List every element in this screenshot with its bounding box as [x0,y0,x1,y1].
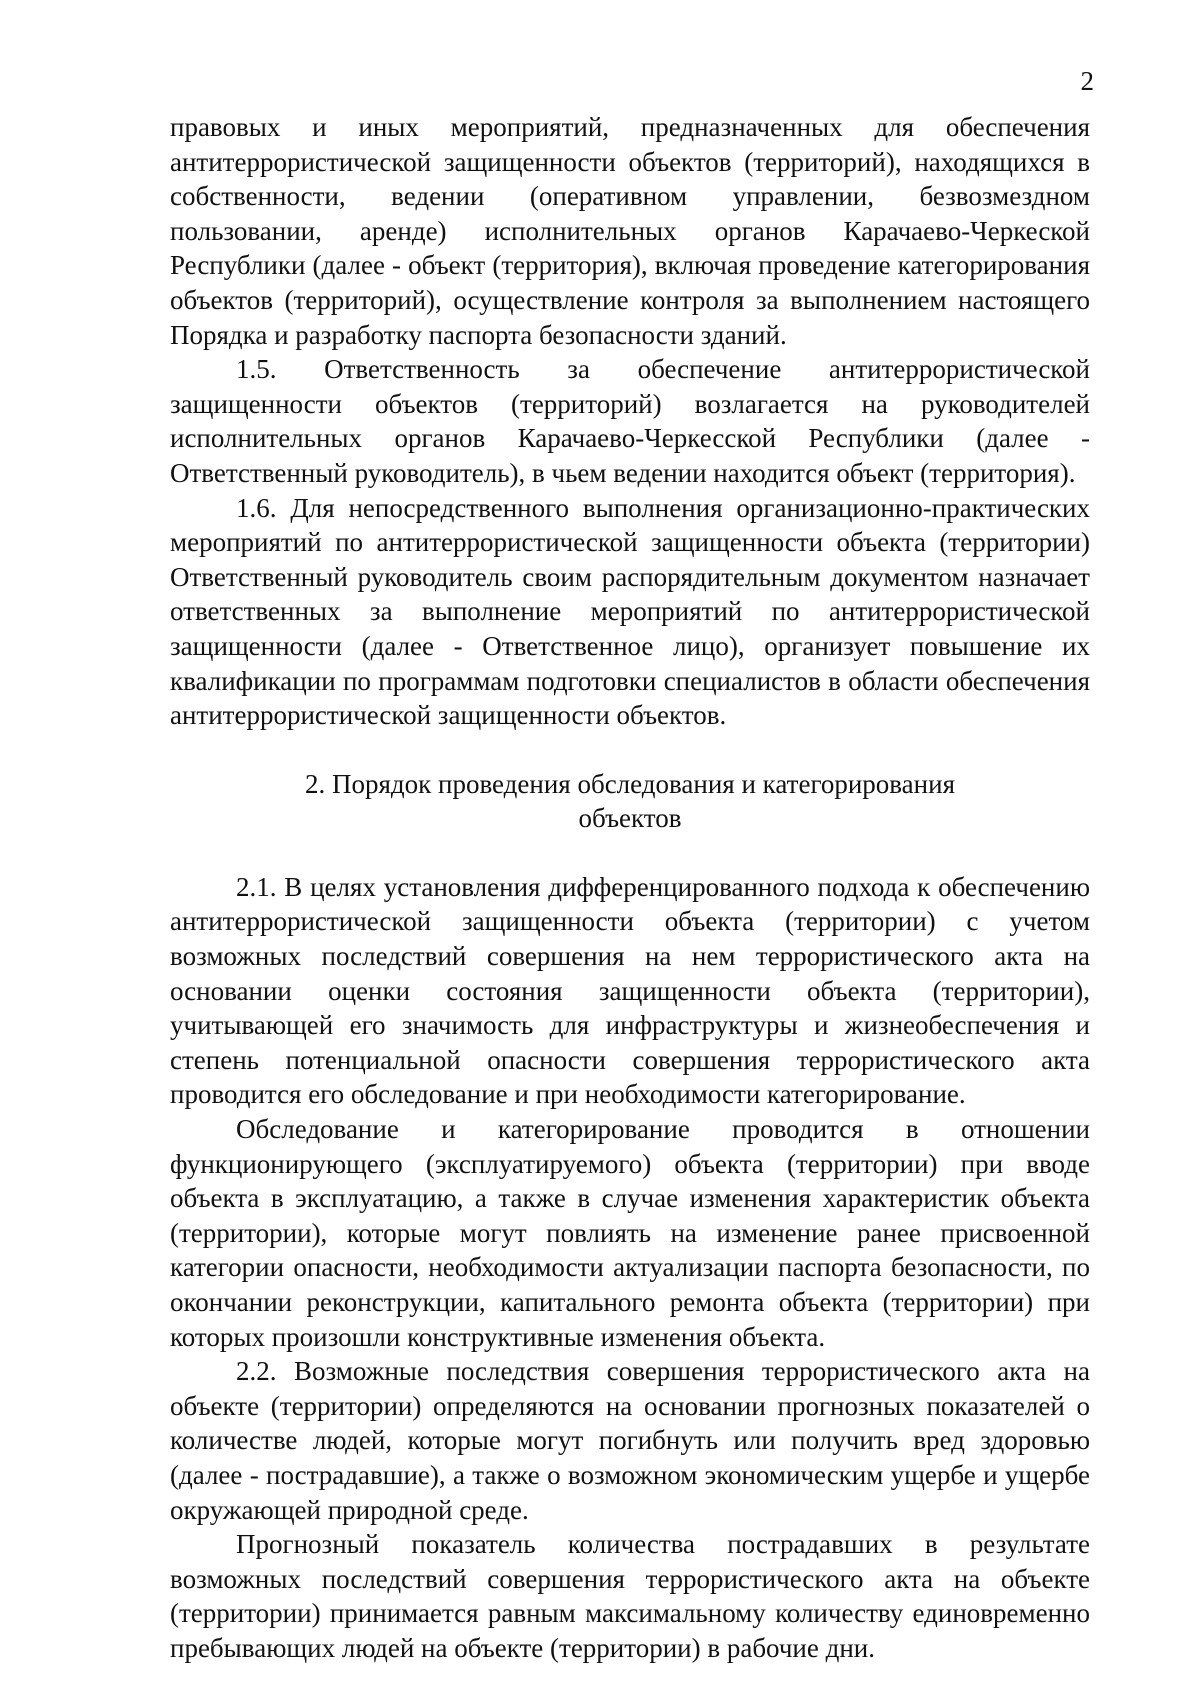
document-body [170,110,1090,1666]
paragraph-1-5: 1.5. Ответственность за обеспечение антитеррористической защищенности объектов (территорий) возлагается на руководителей исполнительных органов Карачаево-Черкесской Республики (далее - Ответственный руководитель), в чьем ведении находится объект (территория). [170,354,1090,488]
paragraph-2-1: 2.1. В целях установления дифференцированного подхода к обеспечению антитеррористической защищенности объекта (территории) с учетом возможных последствий совершения на нем террористического акта на основании оценки состояния защищенности объекта (территории), учитывающей его значимость для инфраструктуры и жизнеобеспечения и степень потенциальной опасности совершения террористического акта проводится его обследование и при необходимости категорирование. [170,871,1090,1110]
paragraph-2-2: 2.2. Возможные последствия совершения террористического акта на объекте (территории) определяются на основании прогнозных показателей о количестве людей, которые могут погибнуть или получить вред здоровью (далее - пострадавшие), а также о возможном экономическим ущербе и ущербе окружающей природной среде. [170,1356,1090,1525]
paragraph-continuation: правовых и иных мероприятий, предназначенных для обеспечения антитеррористической защищенности объектов (территорий), находящихся в собственности, ведении (оперативном управлении, безвозмездном пользовании, аренде) исполнительных органов Карачаево-Черкеской Республики (далее - объект (территория), включая проведение категорирования объектов (территорий), осуществление контроля за выполнением настоящего Порядка и разработку паспорта безопасности зданий. [170,112,1090,350]
paragraph-forecast: Прогнозный показатель количества пострадавших в результате возможных последствий совершения террористического акта на объекте (территории) принимается равным максимальному количеству единовременно пребывающих людей на объекте (территории) в рабочие дни. [170,1529,1090,1663]
page-number: 2 [1080,66,1094,96]
section-heading-line-2: объектов [578,803,682,834]
section-heading-line-1: 2. Порядок проведения обследования и категорирования [304,768,955,799]
section-heading [170,767,1090,836]
paragraph-survey: Обследование и категорирование проводится в отношении функционирующего (эксплуатируемого) объекта (территории) при вводе объекта в эксплуатацию, а также в случае изменения характеристик объекта (территории), которые могут повлиять на изменение ранее присвоенной категории опасности, необходимости актуализации паспорта безопасности, по окончании реконструкции, капитального ремонта объекта (территории) при которых произошли конструктивные изменения объекта. [170,1114,1090,1352]
paragraph-1-6: 1.6. Для непосредственного выполнения организационно-практических мероприятий по антитеррористической защищенности объекта (территории) Ответственный руководитель своим распорядительным документом назначает ответственных за выполнение мероприятий по антитеррористической защищенности (далее - Ответственное лицо), организует повышение их квалификации по программам подготовки специалистов в области обеспечения антитеррористической защищенности объектов. [170,492,1090,731]
